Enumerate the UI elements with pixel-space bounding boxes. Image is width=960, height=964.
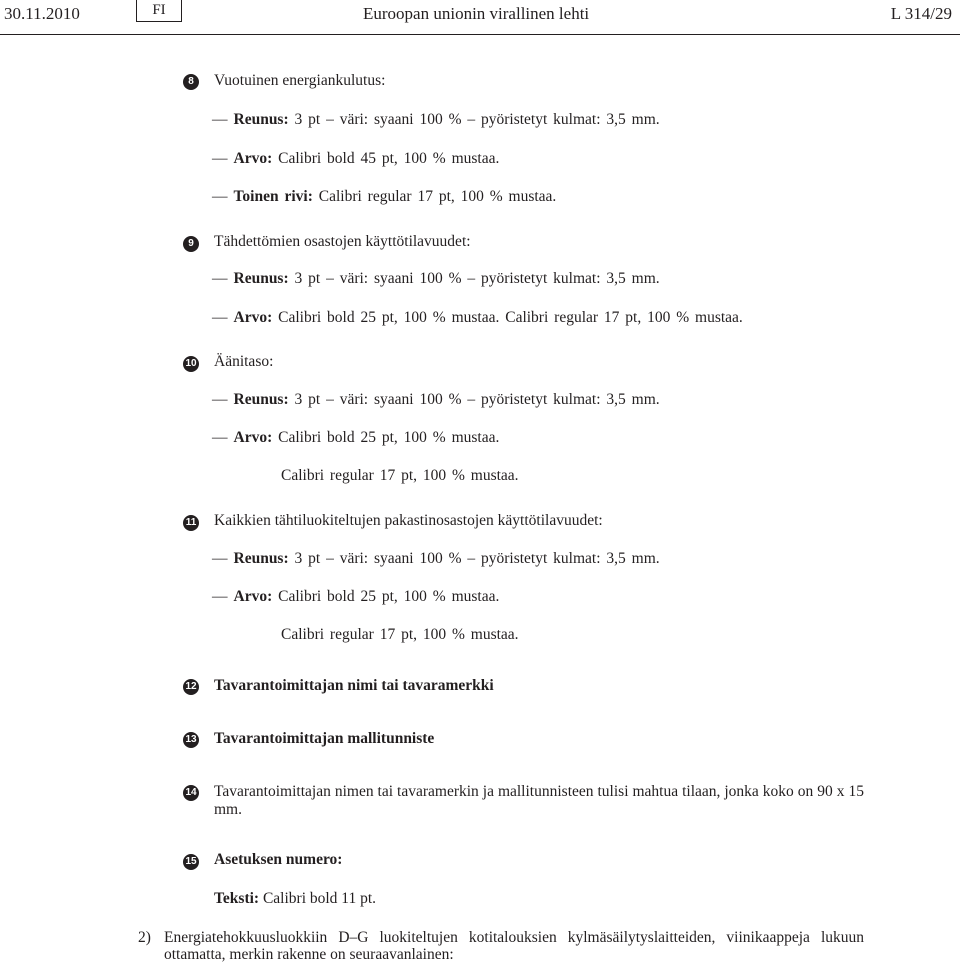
publication-date: 30.11.2010 — [4, 4, 80, 23]
item-number-15: 15 — [183, 854, 199, 870]
item-heading-11: Kaikkien tähtiluokiteltujen pakastinosastojen käyttötilavuudet: — [214, 512, 603, 529]
item-number-10: 10 — [183, 356, 199, 372]
item-11-line-2: — Arvo: Calibri bold 25 pt, 100 % mustaa. — [212, 588, 500, 605]
item-15-line-1: Teksti: Calibri bold 11 pt. — [214, 890, 377, 907]
item-number-9: 9 — [183, 236, 199, 252]
item-heading-15: Asetuksen numero: — [214, 851, 343, 868]
language-code: FI — [136, 0, 182, 22]
item-heading-13: Tavarantoimittajan mallitunniste — [214, 730, 435, 747]
journal-title: Euroopan unionin virallinen lehti — [363, 4, 590, 23]
item-10-line-2: — Arvo: Calibri bold 25 pt, 100 % mustaa. — [212, 429, 500, 446]
item-heading-12: Tavarantoimittajan nimi tai tavaramerkki — [214, 677, 494, 694]
item-heading-9: Tähdettömien osastojen käyttötilavuudet: — [214, 233, 471, 250]
item-number-14: 14 — [183, 785, 199, 801]
item-number-8: 8 — [183, 74, 199, 90]
item-10-line-1: — Reunus: 3 pt – väri: syaani 100 % – pyöristetyt kulmat: 3,5 mm. — [212, 391, 660, 408]
item-8-line-1: — Reunus: 3 pt – väri: syaani 100 % – pyöristetyt kulmat: 3,5 mm. — [212, 111, 660, 128]
item-number-13: 13 — [183, 732, 199, 748]
item-14-text: Tavarantoimittajan nimen tai tavaramerkin ja mallitunnisteen tulisi mahtua tilaan, jonka koko on 90 x 15 mm. — [214, 783, 864, 818]
item-11-line-3: Calibri regular 17 pt, 100 % mustaa. — [281, 626, 519, 643]
item-8-line-2: — Arvo: Calibri bold 45 pt, 100 % mustaa. — [212, 150, 500, 167]
paragraph-text: Energiatehokkuusluokkiin D–G luokiteltujen kotitalouksien kylmäsäilytyslaitteiden, viinikaappeja lukuun ottamatta, merkin rakenne on seuraavanlainen: — [164, 929, 864, 963]
item-9-line-1: — Reunus: 3 pt – väri: syaani 100 % – pyöristetyt kulmat: 3,5 mm. — [212, 270, 660, 287]
paragraph-number: 2) — [138, 929, 151, 946]
item-10-line-3: Calibri regular 17 pt, 100 % mustaa. — [281, 467, 519, 484]
page-header — [0, 0, 960, 35]
item-9-line-2: — Arvo: Calibri bold 25 pt, 100 % mustaa. Calibri regular 17 pt, 100 % mustaa. — [212, 309, 743, 326]
page-number: L 314/29 — [890, 4, 952, 23]
item-8-line-3: — Toinen rivi: Calibri regular 17 pt, 100 % mustaa. — [212, 188, 557, 205]
item-heading-8: Vuotuinen energiankulutus: — [214, 72, 386, 89]
item-heading-10: Äänitaso: — [214, 353, 274, 370]
item-11-line-1: — Reunus: 3 pt – väri: syaani 100 % – pyöristetyt kulmat: 3,5 mm. — [212, 550, 660, 567]
item-number-11: 11 — [183, 515, 199, 531]
item-number-12: 12 — [183, 679, 199, 695]
